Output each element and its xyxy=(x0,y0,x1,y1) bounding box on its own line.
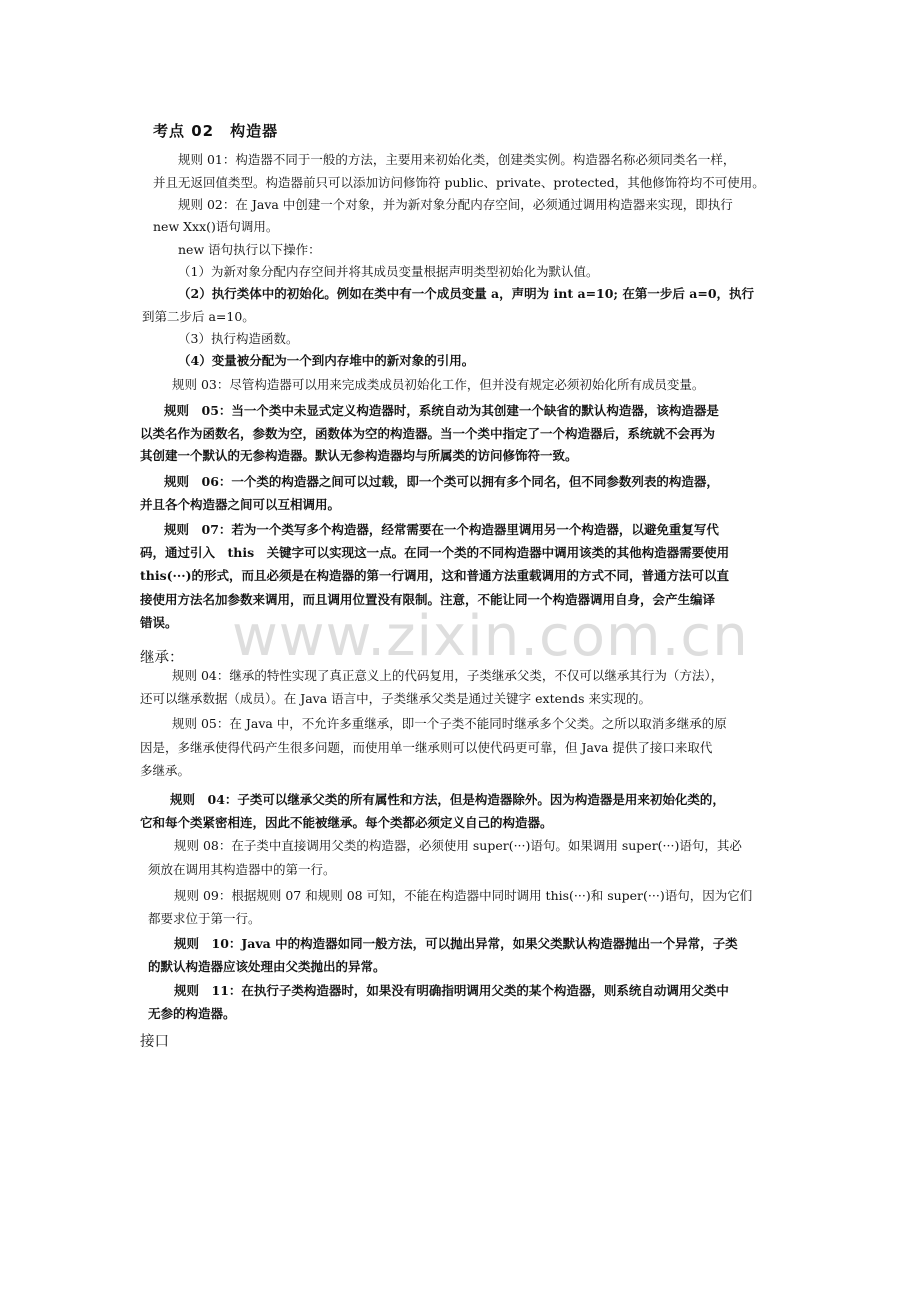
text-line: 规则 09：根据规则 07 和规则 08 可知，不能在构造器中同时调用 this(···)和 super(···)语句，因为它们 xyxy=(174,888,753,903)
text-line: （4）变量被分配为一个到内存堆中的新对象的引用。 xyxy=(178,353,475,368)
text-line: 多继承。 xyxy=(140,763,191,778)
text-line: new Xxx()语句调用。 xyxy=(153,219,279,234)
text-line: 码，通过引入 this 关键字可以实现这一点。在同一个类的不同构造器中调用该类的其他构造器需要使用 xyxy=(140,545,730,560)
text-line: 规则 05：当一个类中未显式定义构造器时，系统自动为其创建一个缺省的默认构造器，该构造器是 xyxy=(164,403,719,418)
text-line: 规则 01：构造器不同于一般的方法，主要用来初始化类，创建类实例。构造器名称必须同类名一样， xyxy=(178,152,736,167)
text-line: 规则 03：尽管构造器可以用来完成类成员初始化工作，但并没有规定必须初始化所有成员变量。 xyxy=(172,377,705,392)
text-line: 规则 10：Java 中的构造器如同一般方法，可以抛出异常，如果父类默认构造器抛出一个异常，子类 xyxy=(174,936,738,951)
text-line: 规则 06：一个类的构造器之间可以过载，即一个类可以拥有多个同名，但不同参数列表的构造器， xyxy=(164,474,719,489)
text-line: 须放在调用其构造器中的第一行。 xyxy=(148,862,336,877)
text-line: 无参的构造器。 xyxy=(148,1006,236,1021)
text-line: 错误。 xyxy=(140,615,178,630)
text-line: 规则 07：若为一个类写多个构造器，经常需要在一个构造器里调用另一个构造器，以避免重复写代 xyxy=(164,522,719,537)
text-line: 规则 04：子类可以继承父类的所有属性和方法，但是构造器除外。因为构造器是用来初始化类的， xyxy=(170,792,725,807)
text-line: （1）为新对象分配内存空间并将其成员变量根据声明类型初始化为默认值。 xyxy=(178,264,599,279)
text-line: 它和每个类紧密相连，因此不能被继承。每个类都必须定义自己的构造器。 xyxy=(140,815,553,830)
text-line: 还可以继承数据（成员）。在 Java 语言中，子类继承父类是通过关键字 extends 来实现的。 xyxy=(140,691,651,706)
text-line: 规则 05：在 Java 中，不允许多重继承，即一个子类不能同时继承多个父类。之所以取消多继承的原 xyxy=(172,716,727,731)
text-line: 到第二步后 a=10。 xyxy=(142,309,255,324)
section-title-inheritance: 继承： xyxy=(140,650,184,666)
section-title-interface: 接口 xyxy=(140,1034,169,1050)
text-line: 因是，多继承使得代码产生很多问题，而使用单一继承则可以使代码更可靠，但 Java 提供了接口来取代 xyxy=(140,740,713,755)
text-line: 以类名作为函数名，参数为空，函数体为空的构造器。当一个类中指定了一个构造器后，系统就不会再为 xyxy=(140,426,716,441)
text-line: （3）执行构造函数。 xyxy=(178,331,299,346)
text-line: 规则 02：在 Java 中创建一个对象，并为新对象分配内存空间，必须通过调用构造器来实现，即执行 xyxy=(178,197,733,212)
page-heading: 考点 02 构造器 xyxy=(153,122,279,140)
watermark: www.zixin.com.cn xyxy=(232,604,749,669)
text-line: 都要求位于第一行。 xyxy=(148,911,261,926)
text-line: this(···)的形式，而且必须是在构造器的第一行调用，这和普通方法重载调用的方式不同，普通方法可以直 xyxy=(140,568,730,583)
text-line: 并且各个构造器之间可以互相调用。 xyxy=(140,497,341,512)
text-line: 规则 08：在子类中直接调用父类的构造器，必须使用 super(···)语句。如果调用 super(···)语句，其必 xyxy=(174,838,742,853)
text-line: 其创建一个默认的无参构造器。默认无参构造器均与所属类的访问修饰符一致。 xyxy=(140,448,578,463)
text-line: 接使用方法名加参数来调用，而且调用位置没有限制。注意，不能让同一个构造器调用自身，会产生编译 xyxy=(140,592,716,607)
text-line: 的默认构造器应该处理由父类抛出的异常。 xyxy=(148,959,386,974)
text-line: （2）执行类体中的初始化。例如在类中有一个成员变量 a，声明为 int a=10; 在第一步后 a=0，执行 xyxy=(178,286,755,301)
text-line: new 语句执行以下操作： xyxy=(178,242,321,257)
text-line: 规则 04：继承的特性实现了真正意义上的代码复用，子类继承父类，不仅可以继承其行为（方法）， xyxy=(172,668,724,683)
text-line: 规则 11：在执行子类构造器时，如果没有明确指明调用父类的某个构造器，则系统自动调用父类中 xyxy=(174,983,729,998)
text-line: 并且无返回值类型。构造器前只可以添加访问修饰符 public、private、protected，其他修饰符均不可使用。 xyxy=(153,175,765,190)
